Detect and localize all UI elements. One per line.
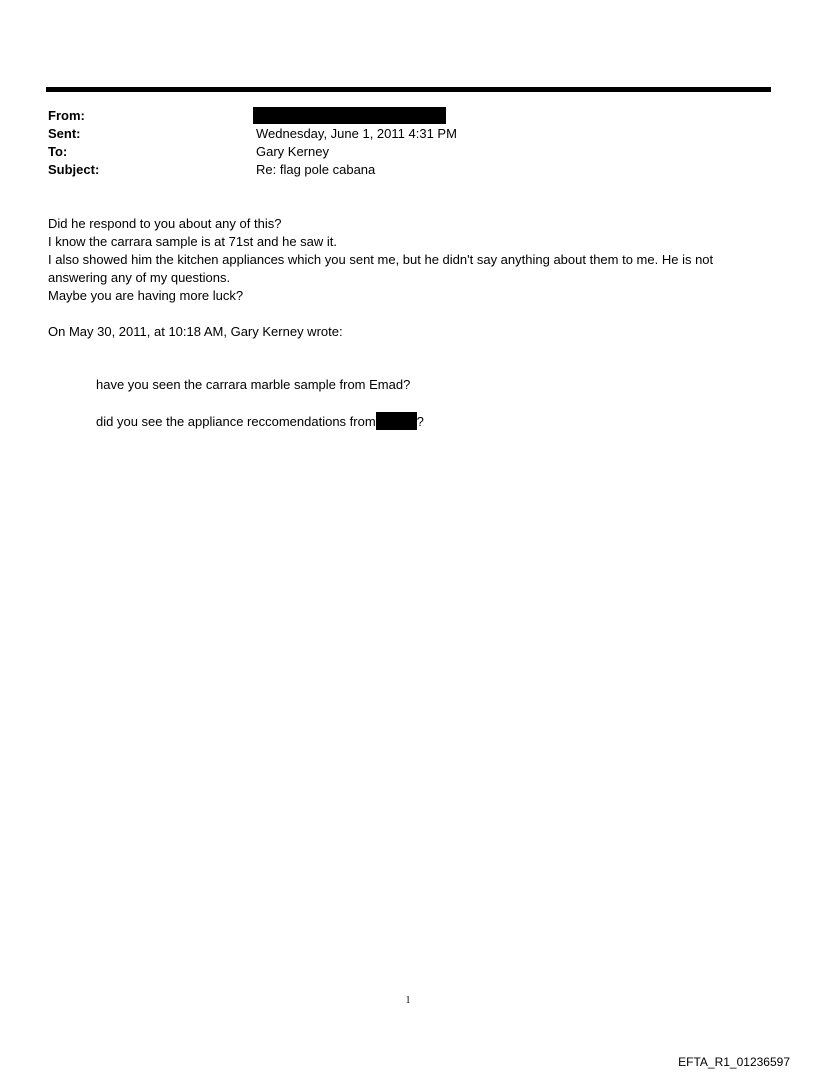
to-value: Gary Kerney — [256, 144, 329, 159]
body-line: Did he respond to you about any of this? — [48, 216, 282, 231]
name-redaction — [376, 412, 417, 430]
bates-id: EFTA_R1_01236597 — [678, 1055, 790, 1069]
body-line: I know the carrara sample is at 71st and he saw it. — [48, 234, 338, 249]
subject-value: Re: flag pole cabana — [256, 162, 376, 177]
header-from-row — [48, 107, 768, 125]
subject-label: Subject: — [48, 162, 100, 177]
sent-label: Sent: — [48, 126, 81, 141]
page-number: 1 — [405, 995, 411, 1006]
header-to-row — [48, 143, 768, 161]
body-line: Maybe you are having more luck? — [48, 288, 244, 303]
from-redaction — [253, 107, 446, 124]
quoted-line-with-redaction — [96, 412, 424, 431]
body-line: answering any of my questions. — [48, 270, 231, 285]
quoted-line: have you seen the carrara marble sample from Emad? — [96, 377, 411, 392]
body-line: I also showed him the kitchen appliances which you sent me, but he didn't say anything about them to me. He is not — [48, 252, 714, 267]
header-divider — [46, 87, 771, 92]
header-sent-row — [48, 125, 768, 143]
quoted-line-prefix: did you see the appliance reccomendations from — [96, 414, 376, 429]
sent-value: Wednesday, June 1, 2011 4:31 PM — [256, 126, 457, 141]
header-subject-row — [48, 161, 768, 179]
quote-intro: On May 30, 2011, at 10:18 AM, Gary Kerney wrote: — [48, 324, 343, 339]
to-label: To: — [48, 144, 68, 159]
from-label: From: — [48, 108, 85, 123]
quoted-line-suffix: ? — [416, 414, 424, 429]
